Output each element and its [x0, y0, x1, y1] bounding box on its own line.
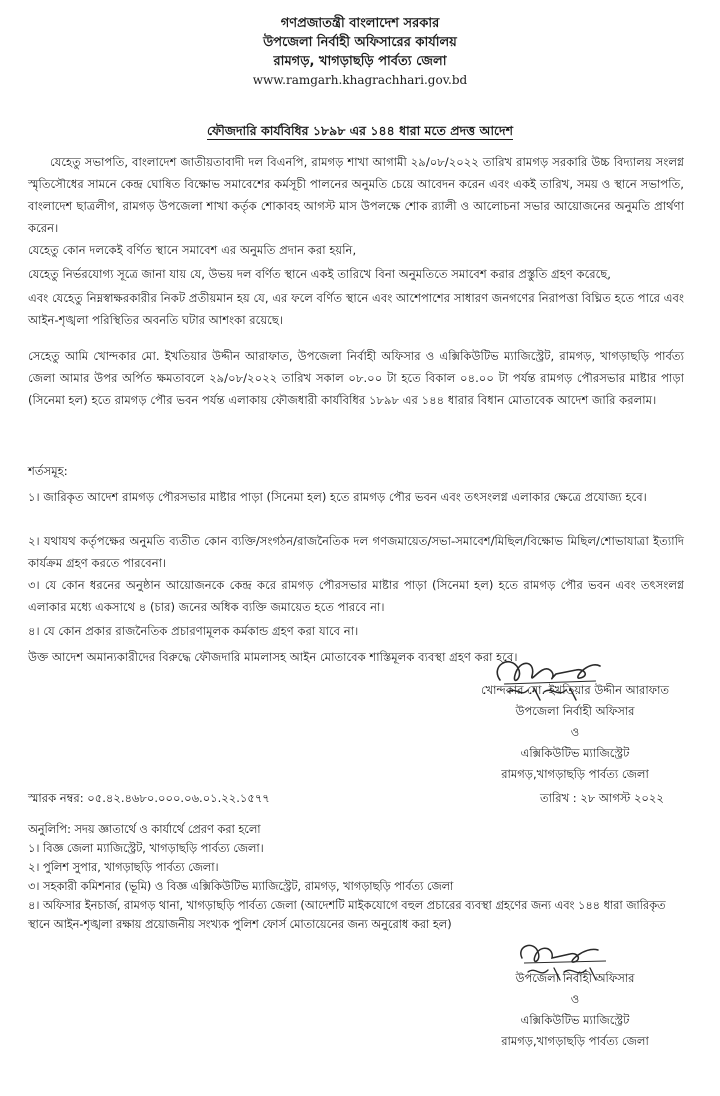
signatory-designation: এক্সিকিউটিভ ম্যাজিস্ট্রেট [520, 746, 630, 760]
order-title: ফৌজদারি কার্যবিধির ১৮৯৮ এর ১৪৪ ধারা মতে প্রদত্ত আদেশ [206, 123, 514, 138]
signatory-designation: উপজেলা নির্বাহী অফিসার [515, 971, 635, 985]
paragraph-order: সেহেতু আমি খোন্দকার মো. ইখতিয়ার উদ্দীন আরাফাত, উপজেলা নির্বাহী অফিসার ও এক্সিকিউটিভ ম্যাজিস্ট্রেট, রামগড়, খাগড়াছড়ি পার্বত্য জেলা আমার উপর অর্পিত ক্ষমতাবলে ২৯/০৮/২০২২ তারিখ সকাল ০৮.০০ টা হতে বিকাল ০৪.০০ টা পর্যন্ত রামগড় পৌরসভার মাষ্টার পাড়া (সিনেমা হল) হতে রামগড় পৌর ভবন পর্যন্ত এলাকায় ফৌজধারী কার্যবিধির ১৮৯৮ এর ১৪৪ ধারার বিধান মোতাবেক আদেশ জারি করলাম। [28, 349, 684, 407]
letterhead [0, 14, 720, 90]
header-website[interactable]: www.ramgarh.khagrachhari.gov.bd [252, 73, 468, 87]
closing-statement: উক্ত আদেশ অমান্যকারীদের বিরুদ্ধে ফৌজদারি মামলাসহ আইন মোতাবেক শাস্তিমূলক ব্যবস্থা গ্রহণ করা হবে। [28, 650, 518, 664]
copy-item: ২। পুলিশ সুপার, খাগড়াছড়ি পার্বত্য জেলা। [28, 861, 219, 874]
paragraph-application: যেহেতু সভাপতি, বাংলাদেশ জাতীয়তাবাদী দল বিএনপি, রামগড় শাখা আগামী ২৯/০৮/২০২২ তারিখ রামগড় সরকারি উচ্চ বিদ্যালয় সংলগ্ন স্মৃতিসৌধের সামনে কেন্দ্র ঘোষিত বিক্ষোভ সমাবেশের কর্মসূচী পালনের অনুমতি চেয়ে আবেদন করেন এবং একই তারিখ, সময় ও স্থানে সভাপতি, বাংলাদেশ ছাত্রলীগ, রামগড় উপজেলা শাখা কর্তৃক শোকাবহ আগস্ট মাস উপলক্ষে শোক র‍্যালী ও আলোচনা সভার আয়োজনের অনুমতি প্রার্থণা করেন। [28, 155, 684, 235]
copy-item: ৪। অফিসার ইনচার্জ, রামগড় থানা, খাগড়াছড়ি পার্বত্য জেলা (আদেশটি মাইকযোগে বহুল প্রচারের ব্যবস্থা গ্রহণের জন্য এবং ১৪৪ ধারা জারিকৃত স্থানে আইন-শৃঙ্খলা রক্ষায় প্রয়োজনীয় সংখ্যক পুলিশ ফোর্স মোতায়েনের জন্য অনুরোধ করা হল) [28, 899, 666, 931]
header-office: উপজেলা নির্বাহী অফিসারের কার্যালয় [263, 35, 457, 50]
condition-item: ১। জারিকৃত আদেশ রামগড় পৌরসভার মাষ্টার পাড়া (সিনেমা হল) হতে রামগড় পৌর ভবন এবং তৎসংলগ্ন এলাকার ক্ষেত্রে প্রযোজ্য হবে। [28, 490, 647, 504]
signatory-name: খোন্দকার মো. ইখতিয়ার উদ্দীন আরাফাত [480, 683, 670, 697]
signature-block-copy [455, 968, 695, 1052]
conjunction: ও [570, 992, 580, 1006]
paragraph-security-risk: এবং যেহেতু নিম্নস্বাক্ষরকারীর নিকট প্রতীয়মান হয় যে, এর ফলে বর্ণিত স্থানে এবং আশেপাশের সাধারণ জনগণের নিরাপত্তা বিঘ্নিত হতে পারে এবং আইন-শৃঙ্খলা পরিস্থিতির অবনতি ঘটার আশংকা রয়েছে। [28, 291, 684, 327]
header-location: রামগড়, খাগড়াছড়ি পার্বত্য জেলা [273, 54, 447, 69]
header-government: গণপ্রজাতন্ত্রী বাংলাদেশ সরকার [280, 16, 440, 31]
conjunction: ও [570, 725, 580, 739]
signatory-designation: উপজেলা নির্বাহী অফিসার [515, 704, 635, 718]
copy-item: ৩। সহকারী কমিশনার (ভূমি) ও বিজ্ঞ এক্সিকিউটিভ ম্যাজিস্ট্রেট, রামগড়, খাগড়াছড়ি পার্বত্য জেলা [28, 880, 454, 893]
condition-item: ৩। যে কোন ধরনের অনুষ্ঠান আয়োজনকে কেন্দ্র করে রামগড় পৌরসভার মাষ্টার পাড়া (সিনেমা হল) হতে রামগড় পৌর ভবন এবং তৎসংলগ্ন এলাকার মধ্যে একসাথে ৪ (চার) জনের অধিক ব্যক্তি জমায়েত হতে পারবে না। [28, 578, 684, 614]
condition-item: ২। যথাযথ কর্তৃপক্ষের অনুমতি ব্যতীত কোন ব্যক্তি/সংগঠন/রাজনৈতিক দল গণজমায়েত/সভা-সমাবেশ/মিছিল/বিক্ষোভ মিছিল/শোভাযাত্রা ইত্যাদি কার্যক্রম গ্রহণ করতে পারবেনা। [28, 534, 684, 570]
copy-item: ১। বিজ্ঞ জেলা ম্যাজিস্ট্রেট, খাগড়াছড়ি পার্বত্য জেলা। [28, 842, 264, 855]
paragraph-preparation: যেহেতু নির্ভরযোগ্য সূত্রে জানা যায় যে, উভয় দল বর্ণিত স্থানে একই তারিখে বিনা অনুমতিতে সমাবেশ করার প্রস্তুতি গ্রহণ করেছে, [28, 267, 611, 281]
signatory-location: রামগড়,খাগড়াছড়ি পার্বত্য জেলা [501, 1034, 649, 1048]
paragraph-no-permission: যেহেতু কোন দলকেই বর্ণিত স্থানে সমাবেশ এর অনুমতি প্রদান করা হয়নি, [28, 243, 357, 257]
condition-item: ৪। যে কোন প্রকার রাজনৈতিক প্রচারণামূলক কর্মকান্ড গ্রহণ করা যাবে না। [28, 624, 359, 638]
signatory-designation: এক্সিকিউটিভ ম্যাজিস্ট্রেট [520, 1013, 630, 1027]
signature-block-main [440, 680, 710, 785]
copy-list [28, 820, 684, 934]
memo-date: তারিখ : ২৮ আগস্ট ২০২২ [540, 791, 664, 805]
conditions-heading: শর্তসমূহ: [28, 464, 68, 478]
copy-heading: অনুলিপি: সদয় জ্ঞাতার্থে ও কার্যার্থে প্রেরণ করা হলো [28, 823, 261, 836]
signatory-location: রামগড়,খাগড়াছড়ি পার্বত্য জেলা [501, 767, 649, 781]
memo-number: স্মারক নম্বর: ০৫.৪২.৪৬৮০.০০০.০৬.০১.২২.১৫৭৭ [28, 791, 270, 805]
